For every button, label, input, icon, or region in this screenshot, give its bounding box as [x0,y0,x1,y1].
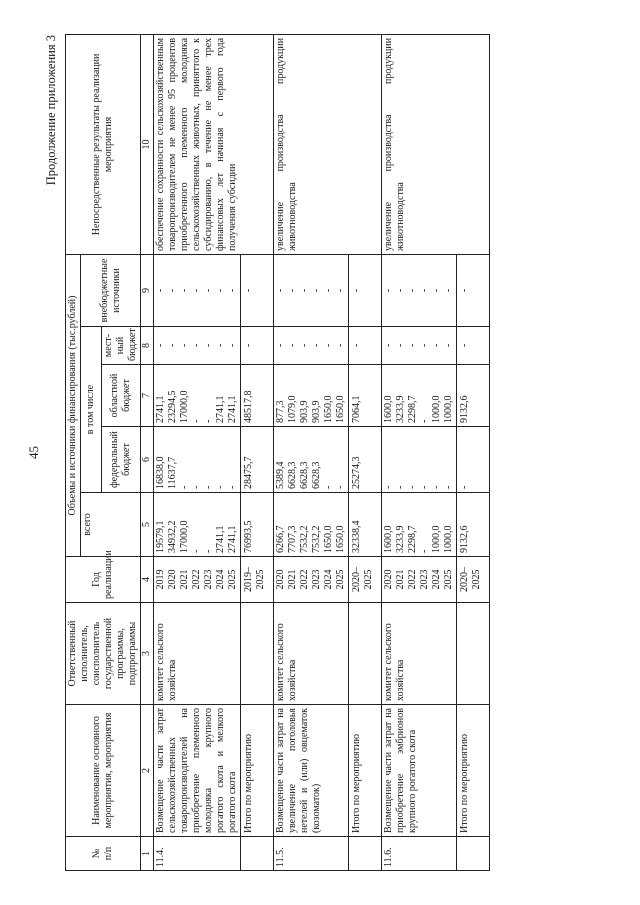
total-list [382,493,457,557]
total-number-cell [241,837,274,871]
header-extrabudget: внебюджетные источники [81,254,141,326]
total-federal: - [457,427,490,493]
total-regional: 7064,1 [349,365,382,427]
page-number: 45 [26,446,41,459]
local-list-value: - [287,343,298,348]
row-number: 11.5. [274,837,349,871]
local-list-value: - [311,343,322,348]
regional-list-value: 2298,7 [407,395,418,423]
row-number: 11.4. [154,837,241,871]
year-list [274,557,349,603]
header-funding: Объемы и источники финансирования (тыс.рублей) [66,254,81,556]
regional-list-value: 23294,5 [167,390,178,423]
year-list-value: 2025 [443,569,454,590]
year-list-value: 2020 [275,569,286,590]
local-list-value: - [419,343,430,348]
extrabudget-list-value: - [215,288,226,293]
total-list-value: 3233,9 [395,525,406,553]
table-row [274,34,349,870]
header-name: Наименование основного мероприятия, мероприятия [66,705,141,837]
local-list-value: - [179,343,190,348]
extrabudget-list-value: - [323,288,334,293]
total-regional: 48517,8 [241,365,274,427]
total-list-value: 1000,0 [443,525,454,553]
total-local: - [241,327,274,365]
total-years: 2020–2025 [349,557,382,603]
local-list-value: - [191,343,202,348]
column-number: 4 [141,557,154,603]
total-list-value: 2741,1 [215,525,226,553]
local-list-value: - [167,343,178,348]
extrabudget-list-value: - [443,288,454,293]
total-list [274,493,349,557]
federal-list-value: - [215,485,226,489]
year-list-value: 2023 [203,569,214,590]
table-body [154,34,490,870]
total-extrabudget: - [349,254,382,326]
result-description: обеспечение сохранности сельскохозяйственным товаропроизводителем не менее 95 процентов приобретенного племенного молодняка сельскохозяйственных животных, приняттого к субсидированию, в течение не менее трех финансовых лет начиная с первого года получения субсидии [154,34,274,254]
total-responsible-cell [241,603,274,705]
column-number-row [141,34,154,870]
result-description: увеличение производства продукции животноводства [382,34,490,254]
regional-list-value: 2741,1 [155,395,166,423]
column-number: 10 [141,34,154,254]
regional-list [382,365,457,427]
extrabudget-list-value: - [383,288,394,293]
total-years: 2019–2025 [241,557,274,603]
year-list-value: 2024 [323,569,334,590]
year-list-value: 2019 [155,569,166,590]
total-label: Итого по мероприятию [241,705,274,837]
local-list-value: - [275,343,286,348]
extrabudget-list-value: - [419,288,430,293]
total-sum: 32338,4 [349,493,382,557]
federal-list-value: 6628,3 [287,461,298,489]
local-list-value: - [431,343,442,348]
regional-list-value: 1079,0 [287,395,298,423]
total-list-value: 1650,0 [335,525,346,553]
local-list-value: - [335,343,346,348]
year-list-value: 2020 [383,569,394,590]
total-sum: 9132,6 [457,493,490,557]
header-total: всего [81,493,141,557]
regional-list-value: 3233,9 [395,395,406,423]
responsible-executor: комитет сельского хозяйства [154,603,241,705]
federal-list-value: - [335,485,346,489]
year-list-value: 2022 [407,569,418,590]
total-list-value: 2298,7 [407,525,418,553]
regional-list-value: 877,3 [275,400,286,423]
local-list-value: - [395,343,406,348]
total-list-value: 34932,2 [167,520,178,553]
year-list-value: 2021 [287,569,298,590]
total-list-value: 1000,0 [431,525,442,553]
regional-list-value: 1000,0 [431,395,442,423]
federal-list-value: - [323,485,334,489]
federal-list-value: - [431,485,442,489]
year-list-value: 2021 [395,569,406,590]
header-regional: областной бюджет [102,365,141,427]
total-list-value: 7532,2 [299,525,310,553]
local-list [382,327,457,365]
extrabudget-list [382,254,457,326]
federal-list-value: 5389,4 [275,461,286,489]
federal-list [382,427,457,493]
header-year: Год реализации [66,557,141,603]
funding-table [65,34,490,871]
federal-list-value: - [443,485,454,489]
table-row [154,34,241,870]
regional-list-value: 2741,1 [227,395,238,423]
year-list-value: 2024 [215,569,226,590]
local-list [274,327,349,365]
regional-list-value: 1600,0 [383,395,394,423]
header-number: № п/п [66,837,141,871]
header-federal: федеральный бюджет [102,427,141,493]
total-regional: 9132,6 [457,365,490,427]
total-list-value: - [203,549,214,553]
column-number: 8 [141,327,154,365]
regional-list [154,365,241,427]
total-number-cell [349,837,382,871]
extrabudget-list-value: - [179,288,190,293]
total-number-cell [457,837,490,871]
year-list-value: 2022 [299,569,310,590]
regional-list-value: - [419,419,430,423]
total-label: Итого по мероприятию [349,705,382,837]
federal-list [274,427,349,493]
extrabudget-list-value: - [335,288,346,293]
column-number: 2 [141,705,154,837]
federal-list-value: - [203,485,214,489]
measure-name: Возмещение части затрат сельскохозяйственных товаропроизводителей на приобретение племенного молодняка крупного рогатого скота и мелкого рогатого скота [154,705,241,837]
local-list-value: - [407,343,418,348]
extrabudget-list-value: - [203,288,214,293]
column-number: 9 [141,254,154,326]
total-list-value: - [191,549,202,553]
total-extrabudget: - [241,254,274,326]
federal-list-value: - [383,485,394,489]
total-list-value: 1600,0 [383,525,394,553]
federal-list-value: - [419,485,430,489]
regional-list-value: 903,9 [311,400,322,423]
total-responsible-cell [457,603,490,705]
total-local: - [349,327,382,365]
extrabudget-list-value: - [287,288,298,293]
year-list-value: 2023 [311,569,322,590]
year-list-value: 2025 [335,569,346,590]
table-row [382,34,457,870]
extrabudget-list-value: - [167,288,178,293]
total-list-value: 7707,3 [287,525,298,553]
year-list-value: 2025 [227,569,238,590]
extrabudget-list-value: - [299,288,310,293]
total-responsible-cell [349,603,382,705]
total-label: Итого по мероприятию [457,705,490,837]
total-federal: 25274,3 [349,427,382,493]
year-list-value: 2024 [431,569,442,590]
year-list-value: 2022 [191,569,202,590]
regional-list-value: - [191,419,202,423]
year-list [154,557,241,603]
federal-list-value: - [407,485,418,489]
column-number: 1 [141,837,154,871]
header-result: Непосредственные результаты реализации мероприятия [66,34,141,254]
total-extrabudget: - [457,254,490,326]
federal-list [154,427,241,493]
regional-list-value: 17000,0 [179,390,190,423]
local-list-value: - [227,343,238,348]
local-list-value: - [203,343,214,348]
federal-list-value: - [395,485,406,489]
total-list-value: 17000,0 [179,520,190,553]
regional-list-value: - [203,419,214,423]
local-list-value: - [299,343,310,348]
appendix-continuation-label: Продолжение приложения 3 [44,35,58,186]
year-list [382,557,457,603]
extrabudget-list-value: - [275,288,286,293]
measure-name: Возмещение части затрат на увеличение поголовья нетелей и (или) овцематок (козоматок) [274,705,349,837]
local-list-value: - [155,343,166,348]
extrabudget-list-value: - [431,288,442,293]
responsible-executor: комитет сельского хозяйства [382,603,457,705]
column-number: 6 [141,427,154,493]
local-list-value: - [215,343,226,348]
federal-list-value: 6628,3 [311,461,322,489]
federal-list-value: - [227,485,238,489]
federal-list-value: 6628,3 [299,461,310,489]
regional-list-value: 2741,1 [215,395,226,423]
extrabudget-list-value: - [407,288,418,293]
measure-name: Возмещение части затрат на приобретение эмбрионов крупного рогатого скота [382,705,457,837]
total-list-value: - [419,549,430,553]
year-list-value: 2023 [419,569,430,590]
extrabudget-list-value: - [395,288,406,293]
total-years: 2020–2025 [457,557,490,603]
extrabudget-list [154,254,241,326]
extrabudget-list [274,254,349,326]
row-number: 11.6. [382,837,457,871]
total-list-value: 19579,1 [155,520,166,553]
total-federal: 28475,7 [241,427,274,493]
total-list [154,493,241,557]
local-list-value: - [323,343,334,348]
regional-list-value: 1650,0 [323,395,334,423]
local-list-value: - [383,343,394,348]
total-list-value: 6266,7 [275,525,286,553]
regional-list-value: 1000,0 [443,395,454,423]
regional-list [274,365,349,427]
regional-list-value: 903,9 [299,400,310,423]
extrabudget-list-value: - [227,288,238,293]
header-including: в том числе [81,327,102,493]
local-list [154,327,241,365]
column-number: 7 [141,365,154,427]
year-list-value: 2020 [167,569,178,590]
extrabudget-list-value: - [155,288,166,293]
total-local: - [457,327,490,365]
responsible-executor: комитет сельского хозяйства [274,603,349,705]
extrabudget-list-value: - [311,288,322,293]
total-list-value: 2741,1 [227,525,238,553]
header-local: мест-ный бюджет [102,327,141,365]
total-list-value: 7532,2 [311,525,322,553]
header-responsible: Ответственный исполнитель, соисполнитель государственной программы, подпрограммы [66,603,141,705]
total-sum: 76993,5 [241,493,274,557]
total-list-value: 1650,0 [323,525,334,553]
local-list-value: - [443,343,454,348]
federal-list-value: - [191,485,202,489]
column-number: 3 [141,603,154,705]
year-list-value: 2021 [179,569,190,590]
federal-list-value: 16838,0 [155,456,166,489]
extrabudget-list-value: - [191,288,202,293]
column-number: 5 [141,493,154,557]
federal-list-value: - [179,485,190,489]
federal-list-value: 11637,7 [167,456,178,489]
result-description: увеличение производства продукции животноводства [274,34,382,254]
regional-list-value: 1650,0 [335,395,346,423]
